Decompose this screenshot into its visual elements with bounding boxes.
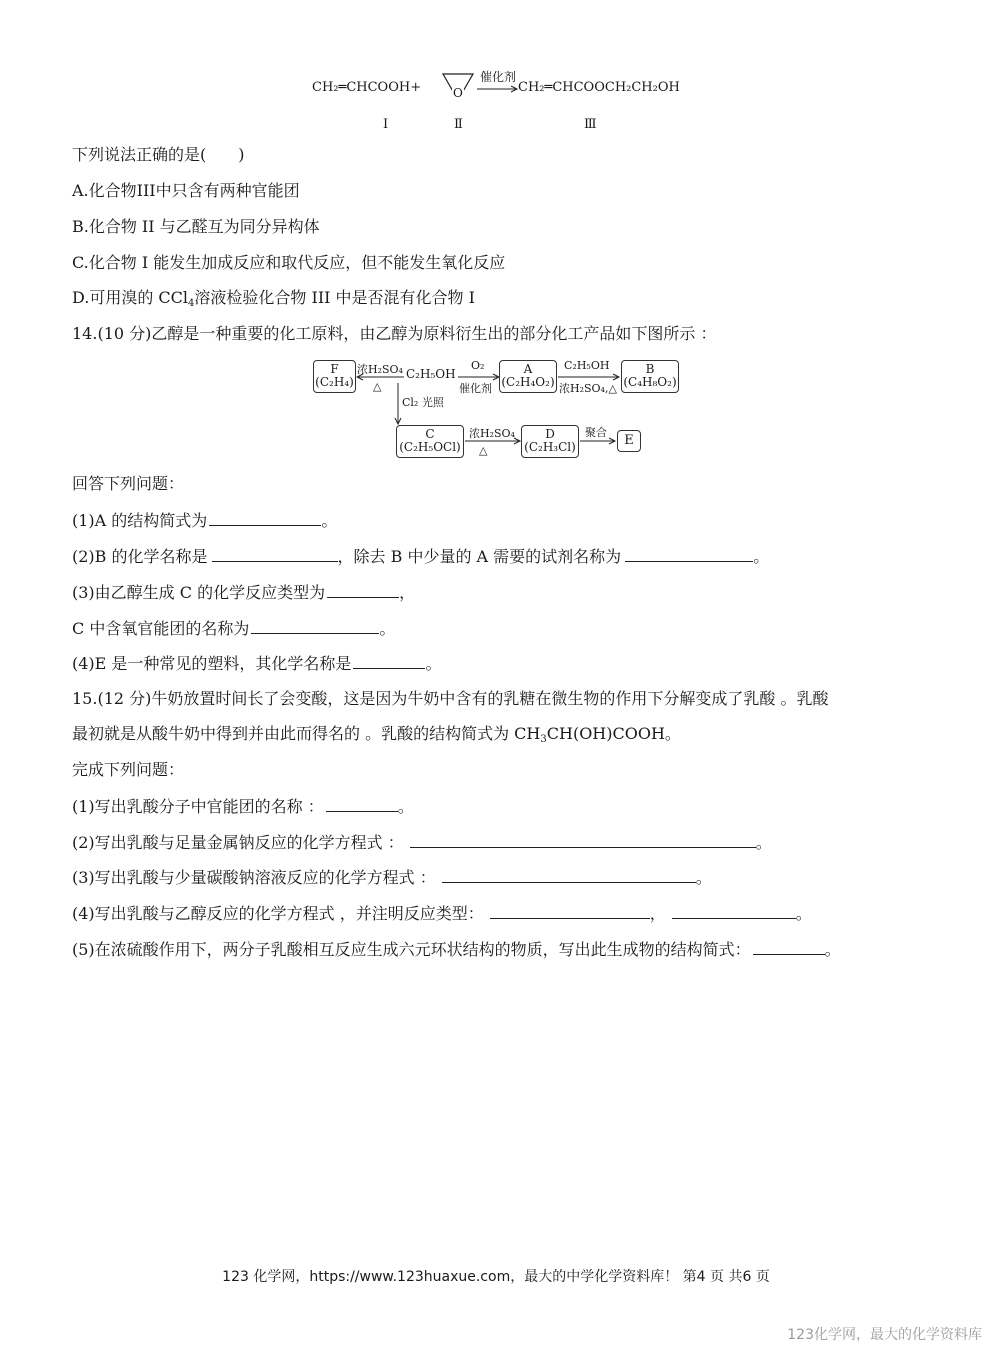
box-f: F (C₂H₄) xyxy=(313,360,356,393)
q13-option-a: A.化合物III中只含有两种官能团 xyxy=(72,181,300,200)
box-e: E xyxy=(617,430,641,452)
q15-stem-1: 15.(12 分)牛奶放置时间长了会变酸，这是因为牛奶中含有的乳糖在微生物的作用下分解变成了乳酸 。乳酸 xyxy=(72,689,829,708)
q14-sub2: (2)B 的化学名称是 ，除去 B 中少量的 A 需要的试剂名称为 。 xyxy=(72,547,770,566)
cond-f-top: 浓H₂SO₄ xyxy=(357,363,403,376)
box-b: B (C₄H₈O₂) xyxy=(621,360,679,393)
box-d: D (C₂H₃Cl) xyxy=(521,425,579,458)
answer-blank[interactable] xyxy=(490,903,650,919)
cond-d-bottom: △ xyxy=(479,444,488,457)
q13-option-c: C.化合物 I 能发生加成反应和取代反应，但不能发生氧化反应 xyxy=(72,253,506,272)
q14-sub4: (4)E 是一种常见的塑料，其化学名称是 。 xyxy=(72,654,442,673)
cond-b-top: C₂H₅OH xyxy=(564,359,610,372)
q15-sub3: (3)写出乳酸与少量碳酸钠溶液反应的化学方程式 ： 。 xyxy=(72,868,712,887)
cond-d-top: 浓H₂SO₄ xyxy=(469,427,515,440)
watermark: 123化学网，最大的化学资料库 xyxy=(787,1327,982,1343)
answer-blank[interactable] xyxy=(353,653,425,669)
q14-sub3b: C 中含氧官能团的名称为 。 xyxy=(72,619,396,638)
q15-sub4: (4)写出乳酸与乙醇反应的化学方程式 ，并注明反应类型： ， 。 xyxy=(72,904,812,923)
answer-blank[interactable] xyxy=(251,618,379,634)
q15-stem-2: 最初就是从酸牛奶中得到并由此而得名的 。乳酸的结构简式为 $CH_3CH(OH)COOH$。 xyxy=(72,724,681,745)
epoxide-oxygen: O xyxy=(453,86,463,100)
q13-option-b: B.化合物 II 与乙醛互为同分异构体 xyxy=(72,217,320,236)
answer-blank[interactable] xyxy=(625,546,753,562)
cond-b-bottom: 浓H₂SO₄,△ xyxy=(559,382,617,395)
q15-intro: 完成下列问题： xyxy=(72,760,185,779)
box-c: C (C₂H₅OCl) xyxy=(396,425,464,458)
answer-blank[interactable] xyxy=(209,510,321,526)
cond-e: 聚合 xyxy=(585,426,607,439)
cond-a-bottom: 催化剂 xyxy=(459,382,492,395)
answer-blank[interactable] xyxy=(442,867,696,883)
answer-blank[interactable] xyxy=(212,546,338,562)
arrow-to-e-icon xyxy=(579,436,617,446)
answer-blank[interactable] xyxy=(672,903,796,919)
q13-option-d: D.可用溴的 CCl$_4$溶液检验化合物 III 中是否混有化合物 I xyxy=(72,288,475,309)
answer-blank[interactable] xyxy=(410,832,756,848)
answer-blank[interactable] xyxy=(753,939,825,955)
q14-stem: 14.(10 分)乙醇是一种重要的化工原料，由乙醇为原料衍生出的部分化工产品如下图所示 ： xyxy=(72,324,717,343)
reaction-arrow-icon xyxy=(476,84,520,94)
label-compound-2: Ⅱ xyxy=(454,117,463,132)
page-footer: 123 化学网，https://www.123huaxue.com，最大的中学化学资料库！ 第4 页 共6 页 xyxy=(222,1269,770,1285)
q13-stem: 下列说法正确的是( ) xyxy=(72,145,245,164)
q15-sub1: (1)写出乳酸分子中官能团的名称 ： 。 xyxy=(72,797,414,816)
catalyst-label: 催化剂 xyxy=(480,70,517,84)
box-a: A (C₂H₄O₂) xyxy=(499,360,557,393)
q15-sub5: (5)在浓硫酸作用下，两分子乳酸相互反应生成六元环状结构的物质，写出此生成物的结构简式： 。 xyxy=(72,940,841,959)
q15-sub2: (2)写出乳酸与足量金属钠反应的化学方程式 ： 。 xyxy=(72,833,772,852)
label-compound-1: Ⅰ xyxy=(383,117,389,132)
label-compound-3: Ⅲ xyxy=(584,117,597,132)
product-3: CH₂═CHCOOCH₂CH₂OH xyxy=(518,80,680,95)
cond-f-bottom: △ xyxy=(373,380,382,393)
arrow-to-d-icon xyxy=(464,436,522,446)
q14-answer-intro: 回答下列问题： xyxy=(72,474,185,493)
q14-sub3: (3)由乙醇生成 C 的化学反应类型为 ， xyxy=(72,583,416,602)
cond-a-top: O₂ xyxy=(471,359,485,372)
q14-sub1: (1)A 的结构简式为 。 xyxy=(72,511,338,530)
cond-c: Cl₂ 光照 xyxy=(402,396,444,409)
answer-blank[interactable] xyxy=(326,796,398,812)
reactant-1: CH₂═CHCOOH+ xyxy=(312,80,422,95)
ethanol: C₂H₅OH xyxy=(406,367,456,381)
answer-blank[interactable] xyxy=(327,582,399,598)
